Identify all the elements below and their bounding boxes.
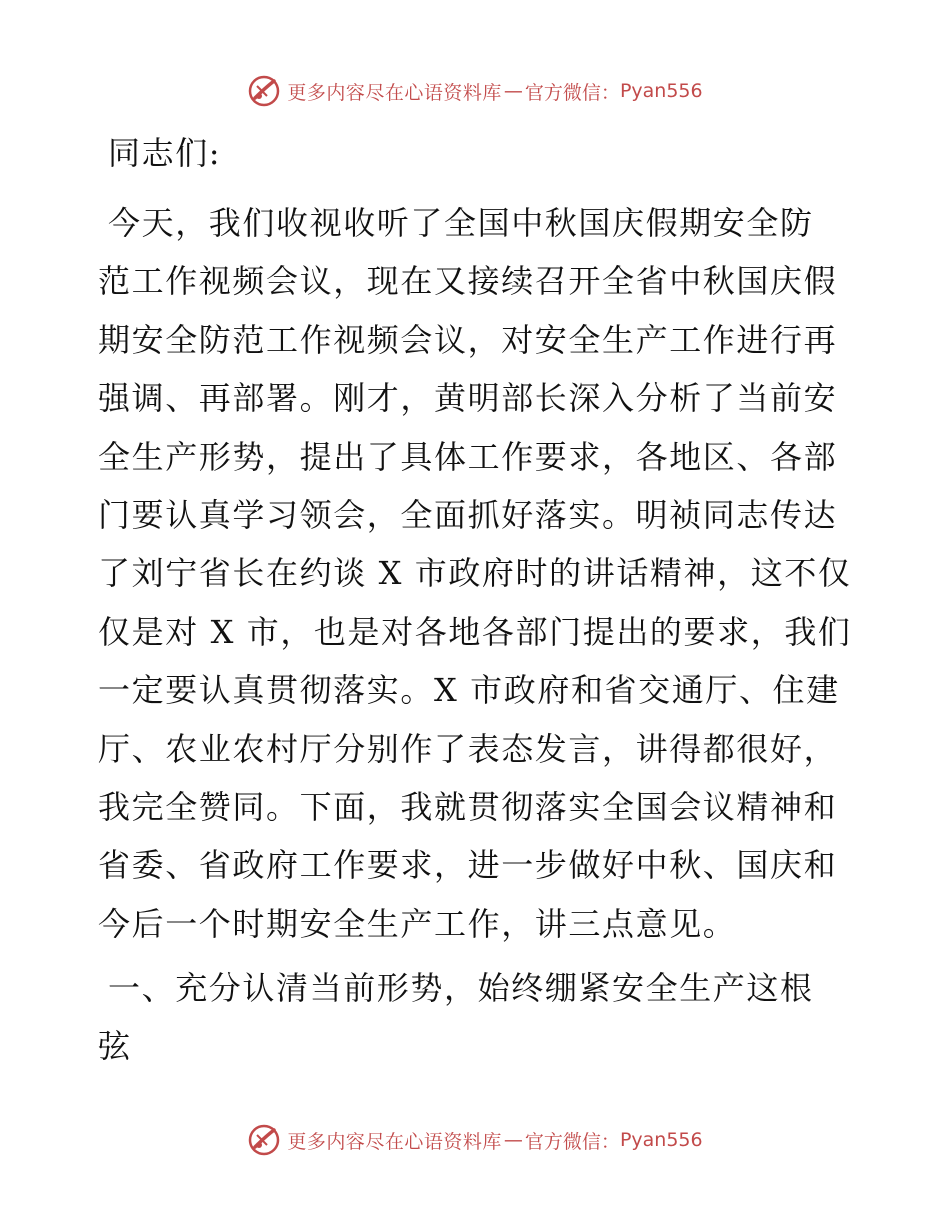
footer-watermark bbox=[0, 1120, 950, 1160]
watermark-account: Pyan556 bbox=[619, 80, 703, 102]
brush-seal-logo-icon bbox=[247, 74, 281, 108]
paragraph-line: 门要认真学习领会，全面抓好落实。明祯同志传达 bbox=[98, 495, 838, 534]
brush-seal-logo-icon bbox=[247, 1123, 281, 1157]
paragraph-line: 全生产形势，提出了具体工作要求，各地区、各部 bbox=[98, 437, 838, 476]
watermark-main-text: 更多内容尽在心语资料库 bbox=[287, 1130, 502, 1153]
paragraph-line: 一定要认真贯彻落实。X 市政府和省交通厅、住建 bbox=[98, 671, 840, 710]
watermark-separator: — bbox=[503, 80, 523, 102]
header-watermark bbox=[0, 71, 950, 111]
paragraph-line: 范工作视频会议，现在又接续召开全省中秋国庆假 bbox=[98, 262, 838, 301]
heading-line: 弦 bbox=[98, 1027, 132, 1066]
paragraph-line: 期安全防范工作视频会议，对安全生产工作进行再 bbox=[98, 320, 838, 359]
document-body bbox=[98, 124, 858, 1076]
watermark-account: Pyan556 bbox=[619, 1129, 703, 1151]
paragraph-line: 今后一个时期安全生产工作，讲三点意见。 bbox=[98, 904, 737, 943]
paragraph-line: 省委、省政府工作要求，进一步做好中秋、国庆和 bbox=[98, 846, 838, 885]
paragraph-line: 今天，我们收视收听了全国中秋国庆假期安全防 bbox=[108, 204, 814, 242]
watermark-official-label: 官方微信： bbox=[524, 1130, 620, 1153]
paragraph-line: 了刘宁省长在约谈 X 市政府时的讲话精神，这不仅 bbox=[98, 554, 852, 593]
greeting-line: 同志们: bbox=[108, 134, 222, 172]
paragraph-line: 我完全赞同。下面，我就贯彻落实全国会议精神和 bbox=[98, 787, 838, 826]
watermark-main-text: 更多内容尽在心语资料库 bbox=[287, 81, 502, 104]
watermark-separator: — bbox=[503, 1129, 523, 1151]
heading-line: 一、充分认清当前形势，始终绷紧安全生产这根 bbox=[108, 969, 814, 1008]
section-heading-1 bbox=[98, 959, 858, 1076]
paragraph-1 bbox=[98, 194, 858, 953]
paragraph-line: 仅是对 X 市，也是对各地各部门提出的要求，我们 bbox=[98, 612, 852, 651]
paragraph-line: 厅、农业农村厅分别作了表态发言，讲得都很好， bbox=[98, 729, 838, 768]
watermark-official-label: 官方微信： bbox=[524, 81, 620, 104]
paragraph-line: 强调、再部署。刚才，黄明部长深入分析了当前安 bbox=[98, 379, 838, 418]
